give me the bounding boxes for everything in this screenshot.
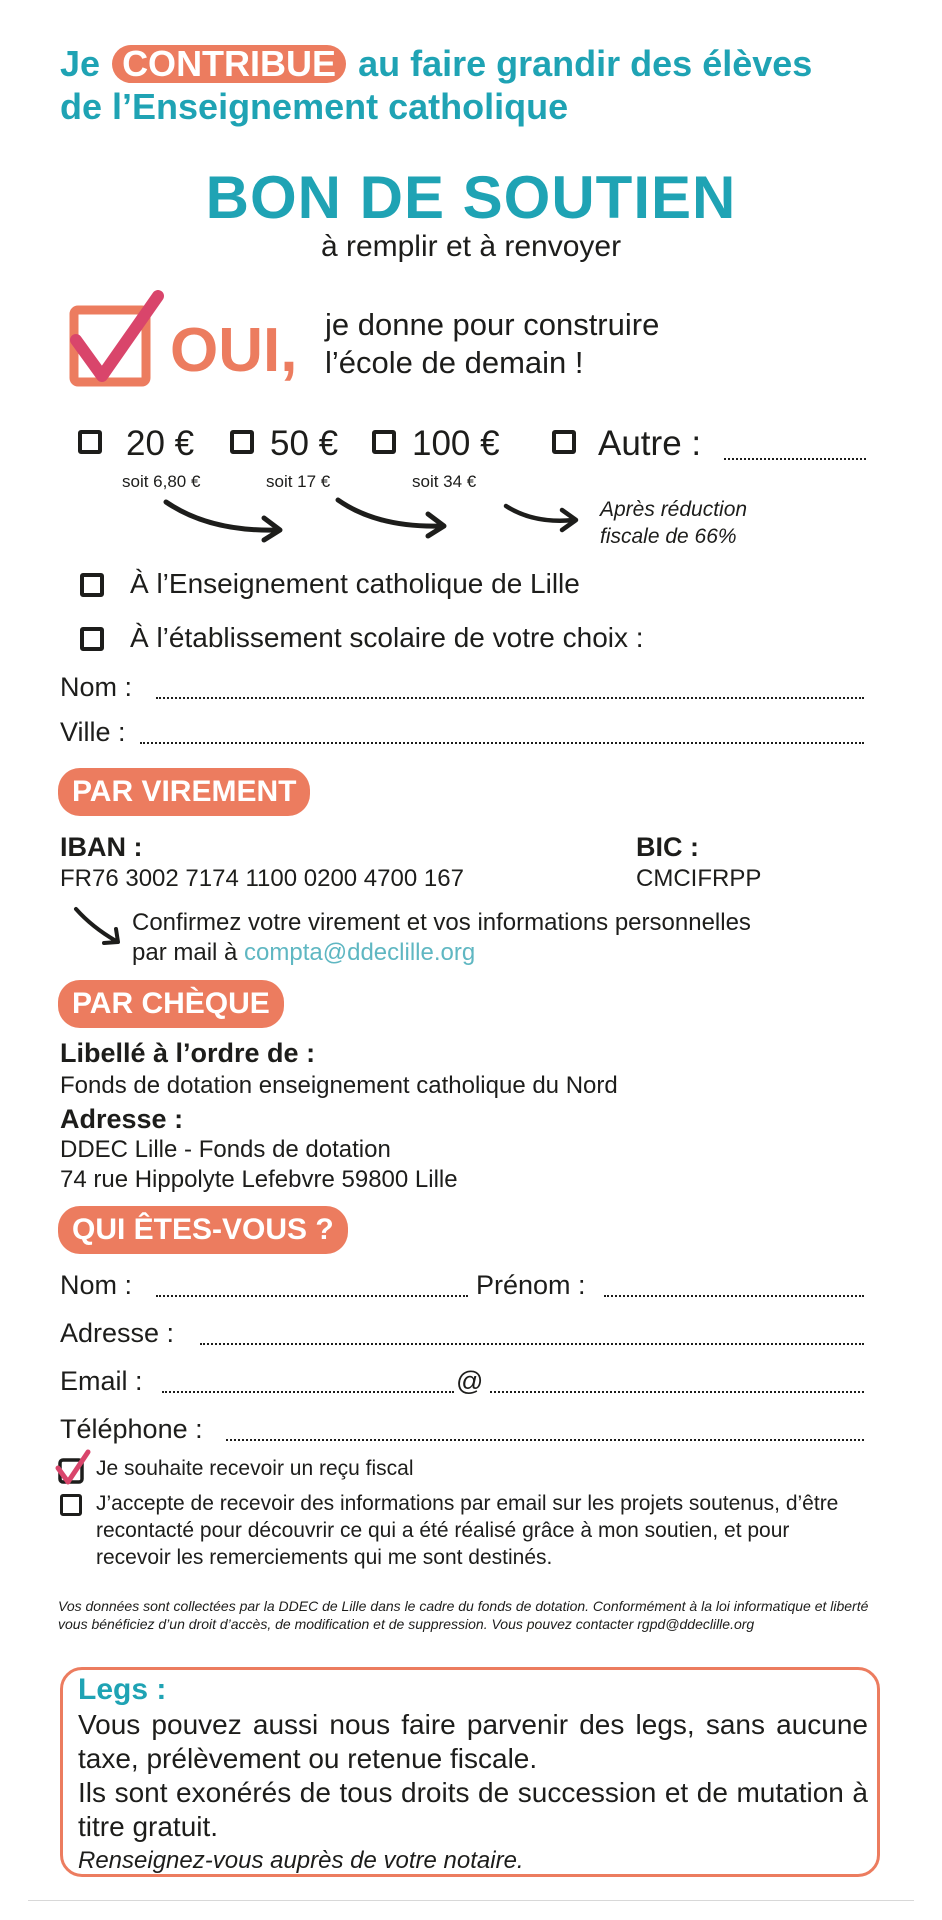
confirm-email-link[interactable]: compta@ddeclille.org	[244, 939, 476, 966]
email-label: Email :	[60, 1366, 143, 1396]
oui-checkbox-icon[interactable]	[68, 290, 168, 390]
tax-reduction-note	[600, 496, 747, 550]
virement-confirm-line-2	[132, 938, 751, 968]
school-nom-field[interactable]	[156, 697, 864, 699]
amount-100-note: soit 34 €	[412, 472, 477, 491]
destination-lille-label: À l’Enseignement catholique de Lille	[130, 568, 580, 599]
recu-fiscal-label: Je souhaite recevoir un reçu fiscal	[96, 1457, 414, 1480]
consent-checkbox[interactable]	[60, 1494, 82, 1516]
headline-rest: au faire grandir des élèves	[358, 43, 813, 84]
page-subtitle: à remplir et à renvoyer	[320, 230, 622, 263]
prenom-label: Prénom :	[476, 1270, 586, 1300]
amount-20-label: 20 €	[126, 424, 195, 463]
email-user-field[interactable]	[162, 1391, 454, 1393]
arrow-icon	[500, 500, 590, 536]
arrow-icon	[160, 494, 300, 544]
qui-section-title: QUI ÊTES-VOUS ?	[58, 1206, 348, 1254]
cheque-order-label: Libellé à l’ordre de :	[60, 1038, 316, 1068]
iban-value: FR76 3002 7174 1100 0200 4700 167	[60, 865, 464, 892]
legs-title: Legs :	[78, 1673, 167, 1706]
amount-other-checkbox[interactable]	[552, 430, 576, 454]
oui-word: OUI,	[170, 316, 298, 385]
iban-label: IBAN :	[60, 832, 143, 862]
tax-note-line-1: Après réduction	[600, 498, 748, 521]
cheque-address-line-2: 74 rue Hippolyte Lefebvre 59800 Lille	[60, 1166, 458, 1193]
amount-other-input[interactable]	[724, 458, 866, 460]
amount-50-note: soit 17 €	[266, 472, 331, 491]
telephone-label: Téléphone :	[60, 1414, 203, 1444]
headline-line-1	[60, 42, 812, 85]
cheque-order-value: Fonds de dotation enseignement catholique du Nord	[60, 1072, 618, 1099]
telephone-field[interactable]	[226, 1439, 864, 1441]
consent-label: J’accepte de recevoir des informations par email sur les projets soutenus, d’être recontacté pour découvrir ce qui a été réalisé grâce à mon soutien, et pour recevoir les remerciements qui me sont destinés.	[96, 1492, 839, 1569]
headline	[60, 42, 812, 128]
destination-lille-checkbox[interactable]	[80, 573, 104, 597]
cheque-section-title: PAR CHÈQUE	[58, 980, 284, 1028]
amount-100-checkbox[interactable]	[372, 430, 396, 454]
amount-other-label: Autre :	[598, 424, 702, 463]
amount-100-label: 100 €	[412, 424, 500, 463]
email-domain-field[interactable]	[490, 1391, 864, 1393]
school-ville-field[interactable]	[140, 742, 864, 744]
privacy-notice: Vos données sont collectées par la DDEC de Lille dans le cadre du fonds de dotation. Conformément à la loi informatique et liberté vous bénéficiez d’un droit d’accès, de modification et de suppression. Vous pouvez contacter rgpd@ddeclille.org	[58, 1598, 869, 1632]
prenom-field[interactable]	[604, 1295, 864, 1297]
adresse-label: Adresse :	[60, 1318, 175, 1348]
school-ville-label: Ville :	[60, 717, 126, 747]
bottom-divider	[28, 1900, 914, 1901]
headline-line-2: de l’Enseignement catholique	[60, 86, 569, 127]
contribue-pill: CONTRIBUE	[112, 45, 346, 83]
amount-20-note: soit 6,80 €	[122, 472, 201, 491]
nom-label: Nom :	[60, 1270, 133, 1300]
recu-fiscal-checkbox[interactable]	[54, 1448, 98, 1488]
cheque-address-label: Adresse :	[60, 1104, 184, 1134]
school-nom-label: Nom :	[60, 672, 133, 702]
tax-note-line-2: fiscale de 66%	[600, 525, 737, 548]
legs-text-1: Vous pouvez aussi nous faire parvenir des legs, sans aucune taxe, prélèvement ou retenue fiscale.	[78, 1709, 868, 1774]
amount-50-label: 50 €	[270, 424, 339, 463]
oui-text-line-1: je donne pour construire	[325, 307, 660, 342]
confirm-prefix: par mail à	[132, 939, 238, 966]
oui-text-line-2: l’école de demain !	[325, 345, 584, 380]
cheque-address-line-1: DDEC Lille - Fonds de dotation	[60, 1136, 391, 1163]
legs-text	[78, 1708, 868, 1878]
legs-text-2: Ils sont exonérés de tous droits de succession et de mutation à titre gratuit.	[78, 1777, 868, 1842]
oui-text	[325, 306, 659, 382]
email-at-sign: @	[456, 1366, 484, 1396]
virement-confirm-text	[132, 908, 751, 968]
legs-text-3: Renseignez-vous auprès de votre notaire.	[78, 1847, 524, 1874]
nom-field[interactable]	[156, 1295, 468, 1297]
bic-label: BIC :	[636, 832, 699, 862]
adresse-field[interactable]	[200, 1343, 864, 1345]
destination-school-checkbox[interactable]	[80, 627, 104, 651]
arrow-icon	[72, 905, 128, 949]
virement-section-title: PAR VIREMENT	[58, 768, 310, 816]
bic-value: CMCIFRPP	[636, 865, 762, 892]
headline-je: Je	[60, 43, 101, 84]
destination-school-label: À l’établissement scolaire de votre choix :	[130, 622, 644, 653]
virement-confirm-line-1: Confirmez votre virement et vos informations personnelles	[132, 909, 751, 936]
amount-50-checkbox[interactable]	[230, 430, 254, 454]
arrow-icon	[332, 494, 462, 540]
amount-20-checkbox[interactable]	[78, 430, 102, 454]
page-title: BON DE SOUTIEN	[205, 164, 737, 231]
